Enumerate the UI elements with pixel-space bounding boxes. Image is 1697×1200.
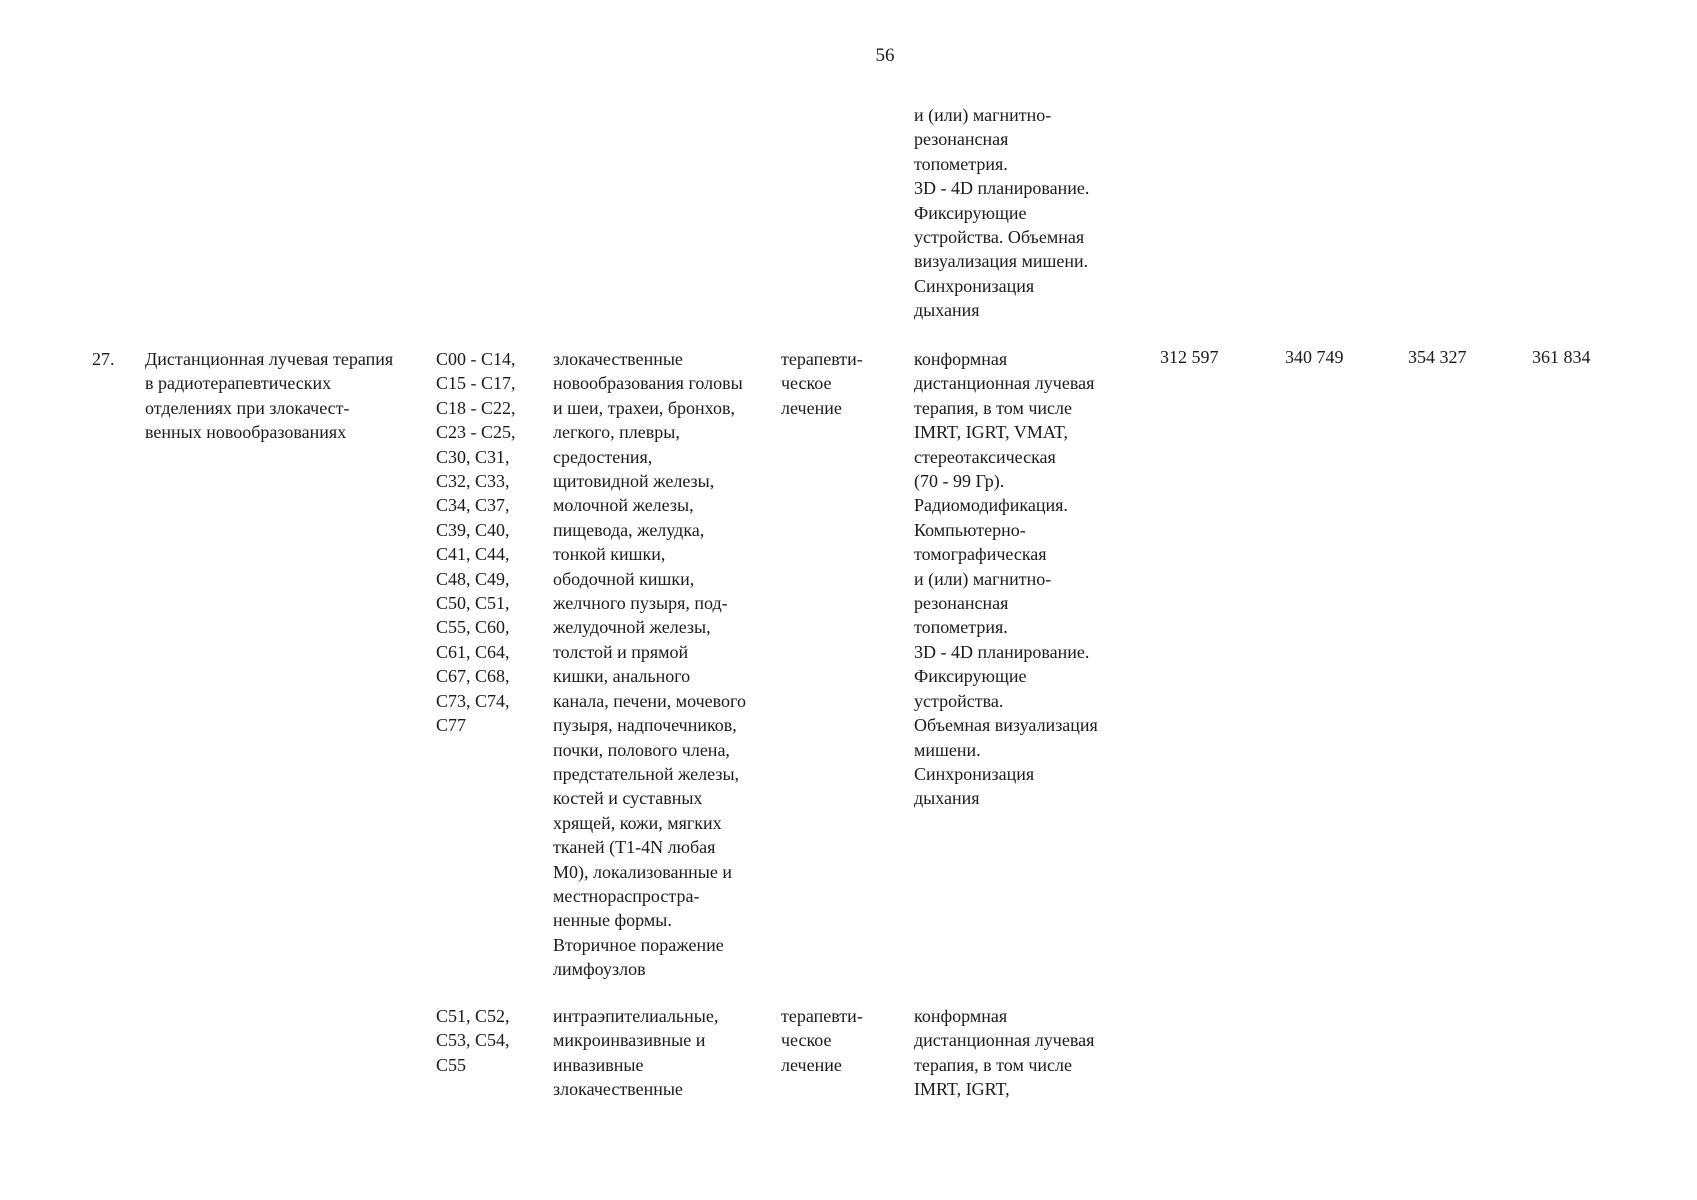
price-cell: 340 749 — [1285, 347, 1344, 367]
treatment-type-cell: терапевти- ческое лечение — [781, 1006, 863, 1075]
disease-model-cell: злокачественные новообразования головы и шеи, трахеи, бронхов, легкого, плевры, средостения, щитовидной железы, молочной железы, пищевода, желудка, тонкой кишки, ободочной кишки, желчного пузыря, под- желудочной железы, толстой и прямой кишки, анального канала, печени, мочевого пузыря, надпочечников, почки, полового члена, предстательной железы, костей и суставных хрящей, кожи, мягких тканей (T1-4N любая M0), локализованные и местнораспростра- ненные формы. Вторичное поражение лимфоузлов — [553, 349, 746, 980]
care-type-name: Дистанционная лучевая терапия в радиотерапевтических отделениях при злокачест- венных новообразованиях — [145, 349, 394, 443]
treatment-method-cell: конформная дистанционная лучевая терапия, в том числе IMRT, IGRT, VMAT, стереотаксическая (70 - 99 Гр). Радиомодификация. Компьютерно- томографическая и (или) магнитно- резонансная топометрия. 3D - 4D планирование. Фиксирующие устройства. Объемная визуализация мишени. Синхронизация дыхания — [914, 349, 1098, 809]
row-number: 27. — [92, 349, 115, 369]
icd-codes-cell: C00 - C14, C15 - C17, C18 - C22, C23 - C25, C30, C31, C32, C33, C34, C37, C39, C40, C41, C44, C48, C49, C50, C51, C55, C60, C61, C64, C67, C68, C73, C74, C77 — [436, 349, 516, 736]
price-cell: 354 327 — [1408, 347, 1467, 367]
disease-model-cell: интраэпителиальные, микроинвазивные и инвазивные злокачественные — [553, 1006, 719, 1100]
treatment-type-cell: терапевти- ческое лечение — [781, 349, 863, 418]
treatment-method-cell: конформная дистанционная лучевая терапия, в том числе IMRT, IGRT, — [914, 1006, 1095, 1100]
page-number: 56 — [875, 45, 895, 66]
icd-codes-cell: C51, C52, C53, C54, C55 — [436, 1006, 510, 1075]
price-cell: 312 597 — [1160, 347, 1219, 367]
continued-method-cell: и (или) магнитно- резонансная топометрия. 3D - 4D планирование. Фиксирующие устройства. Объемная визуализация мишени. Синхронизация дыхания — [914, 105, 1090, 321]
price-cell: 361 834 — [1532, 347, 1591, 367]
